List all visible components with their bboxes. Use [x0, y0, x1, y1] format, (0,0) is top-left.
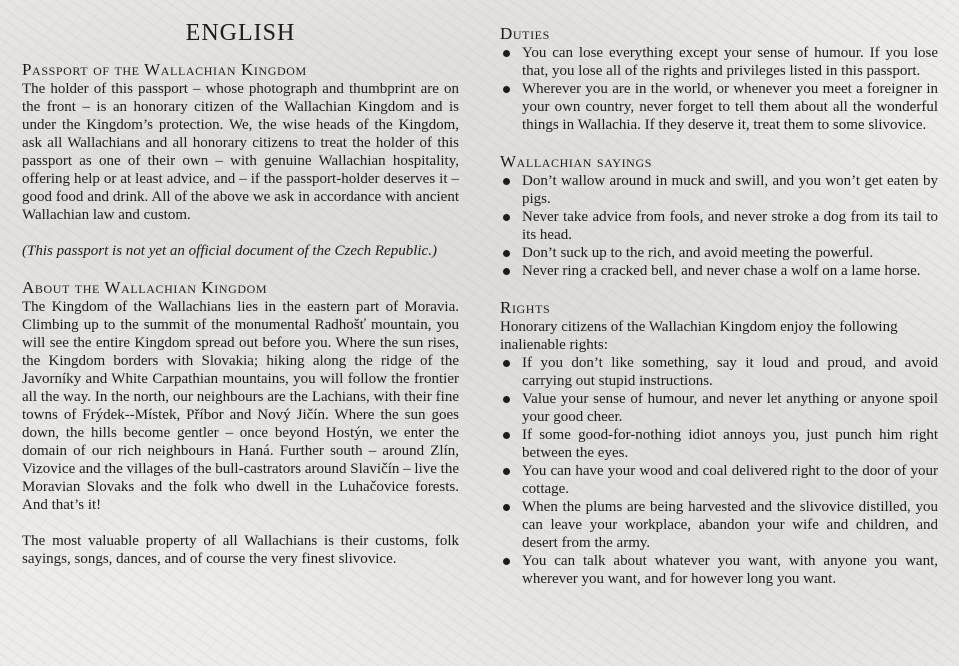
- rights-heading: Rights: [500, 298, 551, 317]
- right-column: [500, 0, 938, 588]
- sayings-heading: Wallachian sayings: [500, 152, 652, 171]
- bullet-icon: [503, 178, 510, 185]
- bullet-icon: [503, 50, 510, 57]
- list-item: You can have your wood and coal delivered right to the door of your cottage.: [500, 462, 938, 498]
- language-title: ENGLISH: [185, 20, 296, 46]
- property-paragraph: The most valuable property of all Wallachians is their customs, folk sayings, songs, dances, and of course the very finest slivovice.: [22, 533, 459, 567]
- official-document-note: (This passport is not yet an official document of the Czech Republic.): [22, 243, 437, 259]
- bullet-icon: [503, 214, 510, 221]
- list-item: You can talk about whatever you want, with anyone you want, wherever you want, and for however long you want.: [500, 552, 938, 588]
- list-item: Value your sense of humour, and never let anything or anyone spoil your good cheer.: [500, 390, 938, 426]
- list-item: You can lose everything except your sense of humour. If you lose that, you lose all of the rights and privileges listed in this passport.: [500, 44, 938, 80]
- bullet-icon: [503, 250, 510, 257]
- sayings-list: [500, 172, 938, 280]
- about-paragraph: The Kingdom of the Wallachians lies in the eastern part of Moravia. Climbing up to the summit of the monumental Radhošť mountain, you will see the entire Kingdom spread out before you. Where the sun rises, the Kingdom borders with Slovakia; hiking along the ridge of the Javorníky and White Carpathian mountains, you will follow the frontier all the way. In the north, our neighbours are the Lachians, with their fine towns of Frýdek--Místek, Příbor and Nový Jičín. Where the sun goes down, the hills become gentler – once beyond Hostýn, we enter the domain of our rich neighbours in Haná. Further south – around Zlín, Vizovice and the villages of the bull-castrators around Slavičín – live the Moravian Slovaks and the folk who dwell in the Luhačovice forests. And that’s it!: [22, 299, 459, 513]
- bullet-icon: [503, 468, 510, 475]
- rights-intro: Honorary citizens of the Wallachian Kingdom enjoy the following inalienable rights:: [500, 319, 898, 353]
- list-item: Don’t wallow around in muck and swill, and you won’t get eaten by pigs.: [500, 172, 938, 208]
- bullet-icon: [503, 396, 510, 403]
- duties-heading: Duties: [500, 24, 550, 43]
- rights-list: [500, 354, 938, 588]
- passport-heading: Passport of the Wallachian Kingdom: [22, 60, 307, 79]
- bullet-icon: [503, 432, 510, 439]
- list-item: If you don’t like something, say it loud and proud, and avoid carrying out stupid instructions.: [500, 354, 938, 390]
- bullet-icon: [503, 268, 510, 275]
- list-item: Never take advice from fools, and never stroke a dog from its tail to its head.: [500, 208, 938, 244]
- bullet-icon: [503, 360, 510, 367]
- left-column: [22, 0, 459, 568]
- list-item: Never ring a cracked bell, and never chase a wolf on a lame horse.: [500, 262, 938, 280]
- about-heading: About the Wallachian Kingdom: [22, 278, 268, 297]
- bullet-icon: [503, 504, 510, 511]
- bullet-icon: [503, 558, 510, 565]
- list-item: Wherever you are in the world, or whenever you meet a foreigner in your own country, never forget to tell them about all the wonderful things in Wallachia. If they deserve it, treat them to some slivovice.: [500, 80, 938, 134]
- list-item: Don’t suck up to the rich, and avoid meeting the powerful.: [500, 244, 938, 262]
- list-item: If some good-for-nothing idiot annoys you, just punch him right between the eyes.: [500, 426, 938, 462]
- duties-list: [500, 44, 938, 134]
- list-item: When the plums are being harvested and the slivovice distilled, you can leave your workplace, abandon your wife and children, and desert from the army.: [500, 498, 938, 552]
- passport-paragraph: The holder of this passport – whose photograph and thumbprint are on the front – is an honorary citizen of the Wallachian Kingdom and is under the Kingdom’s protection. We, the wise heads of the Kingdom, ask all Wallachians and all honorary citizens to treat the holder of this passport as one of their own – with genuine Wallachian hospitality, offering help or at least advice, and – if the passport-holder deserves it – good food and drink. All of the above we ask in accordance with ancient Wallachian law and custom.: [22, 81, 459, 223]
- bullet-icon: [503, 86, 510, 93]
